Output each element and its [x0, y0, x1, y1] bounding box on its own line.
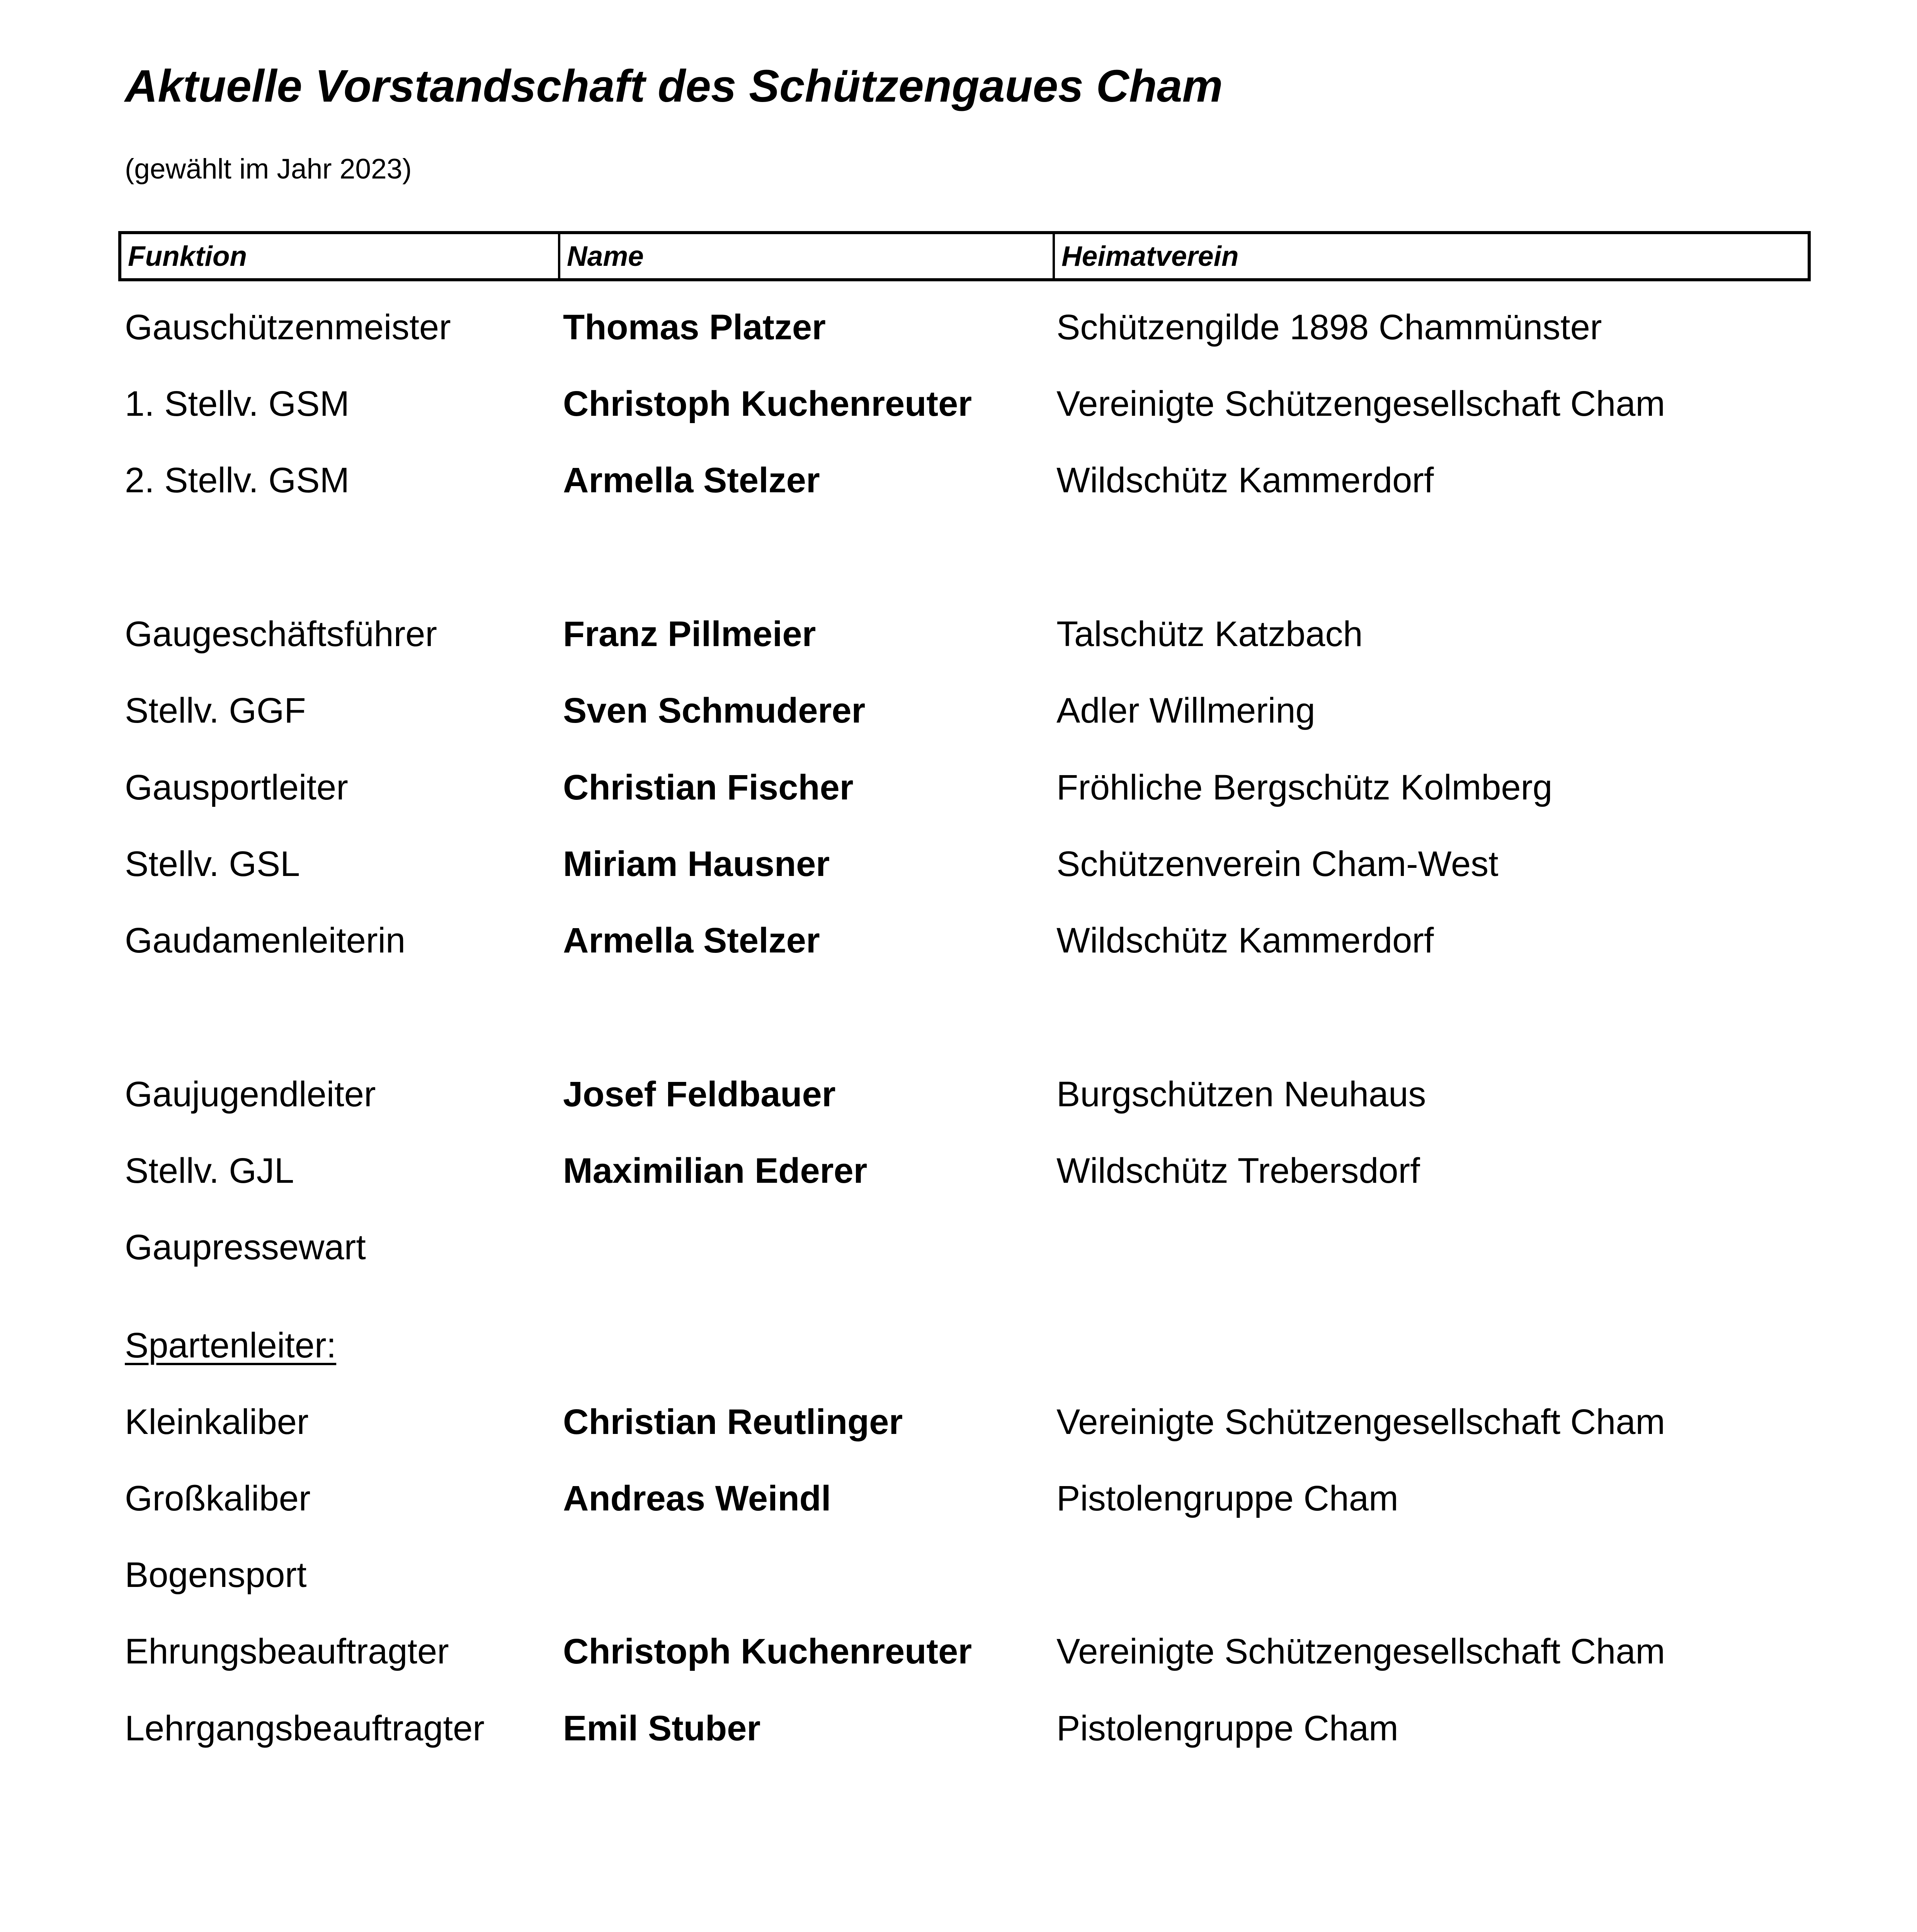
row-funktion: Kleinkaliber — [125, 1402, 309, 1442]
table-header — [118, 231, 1811, 281]
row-verein: Vereinigte Schützengesellschaft Cham — [1056, 1632, 1665, 1671]
row-name: Thomas Platzer — [563, 308, 826, 347]
row-name: Maximilian Ederer — [563, 1151, 867, 1190]
row-funktion: Gaugeschäftsführer — [125, 614, 437, 654]
table-row — [0, 612, 1917, 689]
row-funktion: Gausportleiter — [125, 768, 348, 807]
row-verein: Adler Willmering — [1056, 691, 1315, 730]
document-title: Aktuelle Vorstandschaft des Schützengaues Cham — [125, 61, 1223, 112]
row-verein: Pistolengruppe Cham — [1056, 1709, 1398, 1748]
row-funktion: Gaujugendleiter — [125, 1075, 376, 1114]
table-row — [0, 458, 1917, 536]
header-funktion: Funktion — [128, 240, 247, 272]
row-name: Andreas Weindl — [563, 1479, 831, 1518]
row-funktion: 1. Stellv. GSM — [125, 384, 350, 423]
table-row — [0, 1225, 1917, 1303]
row-verein: Wildschütz Kammerdorf — [1056, 921, 1434, 960]
row-verein: Talschütz Katzbach — [1056, 614, 1363, 654]
row-funktion: Großkaliber — [125, 1479, 311, 1518]
row-funktion: Lehrgangsbeauftragter — [125, 1709, 485, 1748]
row-name: Sven Schmuderer — [563, 691, 866, 730]
row-funktion: Gaupressewart — [125, 1228, 366, 1267]
table-row — [0, 1072, 1917, 1150]
table-row — [0, 1553, 1917, 1630]
row-verein: Vereinigte Schützengesellschaft Cham — [1056, 1402, 1665, 1442]
row-name: Miriam Hausner — [563, 844, 830, 884]
spartenleiter-heading: Spartenleiter: — [125, 1326, 337, 1365]
row-name: Armella Stelzer — [563, 921, 820, 960]
row-verein: Pistolengruppe Cham — [1056, 1479, 1398, 1518]
row-verein: Fröhliche Bergschütz Kolmberg — [1056, 768, 1553, 807]
table-row — [0, 1400, 1917, 1477]
row-funktion: Bogensport — [125, 1555, 307, 1595]
row-funktion: Gaudamenleiterin — [125, 921, 406, 960]
row-name: Josef Feldbauer — [563, 1075, 836, 1114]
table-row — [0, 1629, 1917, 1707]
row-funktion: Stellv. GGF — [125, 691, 306, 730]
row-funktion: Stellv. GJL — [125, 1151, 294, 1190]
row-name: Christian Reutlinger — [563, 1402, 903, 1442]
table-row — [0, 1149, 1917, 1226]
row-name: Christoph Kuchenreuter — [563, 1632, 972, 1671]
table-row — [0, 842, 1917, 919]
table-row — [0, 305, 1917, 383]
document-subtitle: (gewählt im Jahr 2023) — [125, 153, 412, 185]
row-name: Armella Stelzer — [563, 461, 820, 500]
table-row — [0, 382, 1917, 459]
row-verein: Wildschütz Trebersdorf — [1056, 1151, 1420, 1190]
row-verein: Burgschützen Neuhaus — [1056, 1075, 1426, 1114]
table-row — [0, 918, 1917, 996]
row-verein: Wildschütz Kammerdorf — [1056, 461, 1434, 500]
row-funktion: 2. Stellv. GSM — [125, 461, 350, 500]
row-name: Franz Pillmeier — [563, 614, 816, 654]
table-row — [0, 765, 1917, 843]
row-name: Christoph Kuchenreuter — [563, 384, 972, 423]
row-verein: Schützenverein Cham-West — [1056, 844, 1499, 884]
row-verein: Vereinigte Schützengesellschaft Cham — [1056, 384, 1665, 423]
row-name: Emil Stuber — [563, 1709, 761, 1748]
table-row — [0, 689, 1917, 766]
row-funktion: Stellv. GSL — [125, 844, 300, 884]
table-row — [0, 1706, 1917, 1784]
row-name: Christian Fischer — [563, 768, 854, 807]
row-funktion: Gauschützenmeister — [125, 308, 451, 347]
header-name: Name — [558, 234, 1053, 278]
row-verein: Schützengilde 1898 Chammünster — [1056, 308, 1602, 347]
table-row — [0, 1476, 1917, 1554]
header-heimatverein: Heimatverein — [1053, 234, 1811, 278]
row-funktion: Ehrungsbeauftragter — [125, 1632, 449, 1671]
